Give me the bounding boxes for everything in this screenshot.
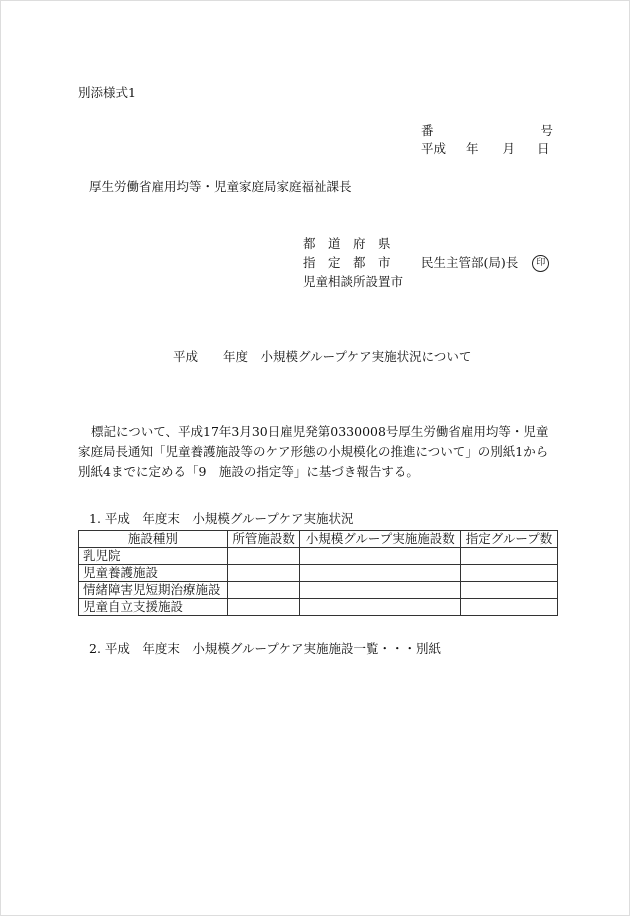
status-table <box>78 530 558 616</box>
facility-type: 乳児院 <box>79 548 228 565</box>
column-header: 施設種別 <box>79 531 228 548</box>
number-suffix: 号 <box>540 123 554 138</box>
sender-line1: 都 道 府 県 <box>303 236 391 251</box>
facility-type: 情緒障害児短期治療施設 <box>79 582 228 599</box>
cell <box>227 548 300 565</box>
cell <box>460 599 557 616</box>
addressee: 厚生労働省雇用均等・児童家庭局家庭福祉課長 <box>89 179 352 194</box>
sender-title: 民生主管部(局)長 <box>421 255 519 270</box>
cell <box>460 548 557 565</box>
table-row <box>79 599 558 616</box>
column-header: 小規模グループ実施施設数 <box>300 531 461 548</box>
facility-type: 児童自立支援施設 <box>79 599 228 616</box>
date-month: 月 <box>502 141 516 156</box>
cell <box>227 599 300 616</box>
cell <box>227 565 300 582</box>
cell <box>227 582 300 599</box>
date-day: 日 <box>537 141 550 156</box>
facility-type: 児童養護施設 <box>79 565 228 582</box>
cell <box>300 599 461 616</box>
table-row <box>79 548 558 565</box>
sender-line3: 児童相談所設置市 <box>303 274 404 289</box>
table-row <box>79 582 558 599</box>
column-header: 指定グループ数 <box>460 531 557 548</box>
body-paragraph: 標記について、平成17年3月30日雇児発第0330008号厚生労働省雇用均等・児童家庭局長通知「児童養護施設等のケア形態の小規模化の推進について」の別紙1から別紙4までに定める「9 施設の指定等」に基づき報告する。 <box>78 424 549 479</box>
section1-heading: 1. 平成 年度末 小規模グループケア実施状況 <box>89 511 354 526</box>
form-label: 別添様式1 <box>78 85 136 100</box>
cell <box>300 548 461 565</box>
number-label: 番 <box>421 123 434 138</box>
table-header-row <box>79 531 558 548</box>
section2-heading: 2. 平成 年度末 小規模グループケア実施施設一覧・・・別紙 <box>89 641 442 656</box>
date-year: 年 <box>466 141 479 156</box>
document-title: 平成 年度 小規模グループケア実施状況について <box>173 349 472 364</box>
cell <box>460 582 557 599</box>
table-row <box>79 565 558 582</box>
cell <box>300 565 461 582</box>
cell <box>300 582 461 599</box>
sender-line2: 指 定 都 市 <box>303 255 391 270</box>
column-header: 所管施設数 <box>227 531 300 548</box>
date-era: 平成 <box>421 141 447 156</box>
cell <box>460 565 557 582</box>
seal-mark: 印 <box>532 255 549 272</box>
